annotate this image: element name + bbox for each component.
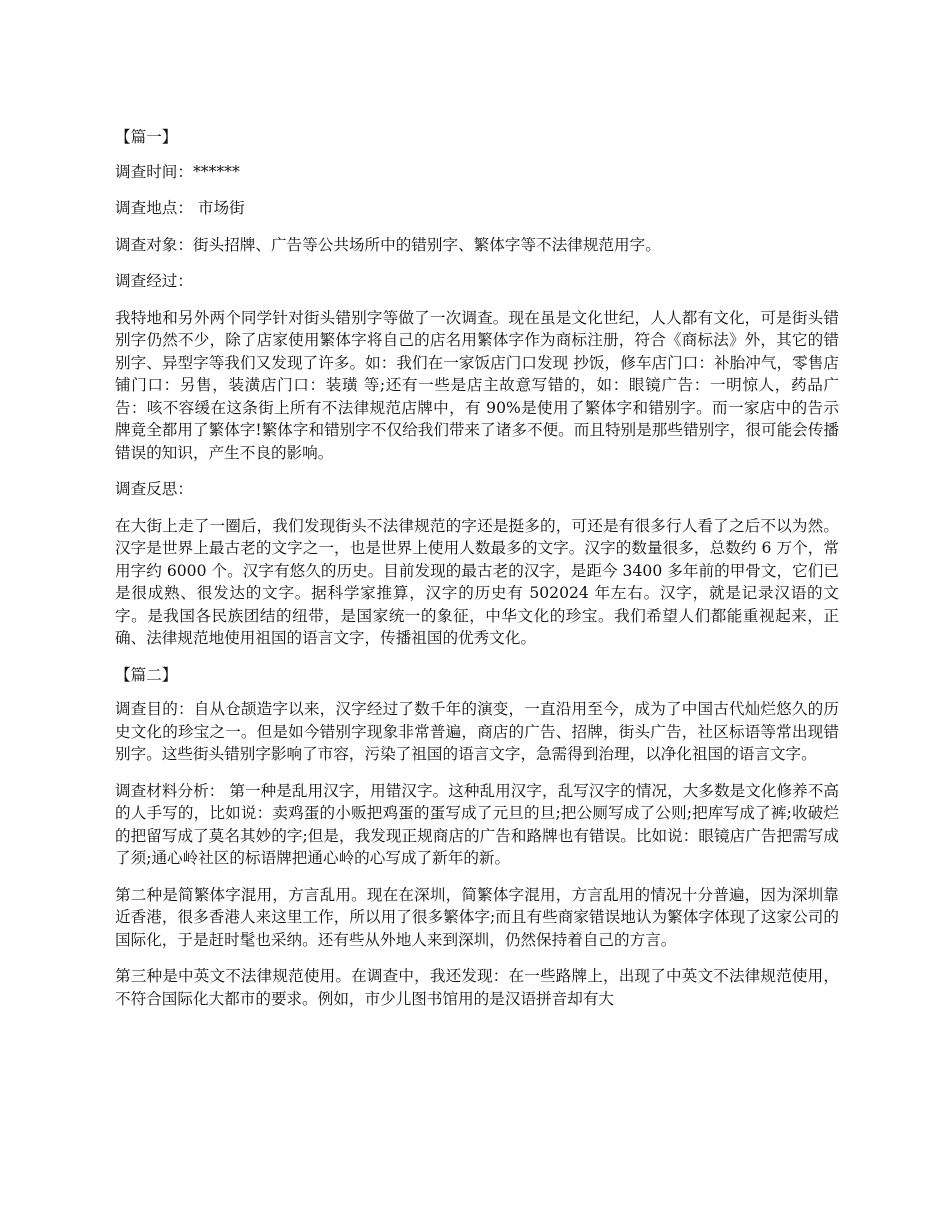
- material-analysis-3: 第三种是中英文不法律规范使用。在调查中，我还发现：在一些路牌上，出现了中英文不法律规范使用，不符合国际化大都市的要求。例如，市少儿图书馆用的是汉语拼音却有大: [115, 967, 839, 1008]
- survey-process-text: 我特地和另外两个同学针对街头错别字等做了一次调查。现在虽是文化世纪，人人都有文化，可是街头错别字仍然不少，除了店家使用繁体字将自己的店名用繁体字作为商标注册，符合《商标法》外，其它的错别字、异型字等我们又发现了许多。如：我们在一家饭店门口发现 抄饭，修车店门口：补胎冲气，零售店铺门口：另售，装潢店门口：装璜 等;还有一些是店主故意写错的，如：眼镜广告：一明惊人，药品广告：咳不容缓在这条街上所有不法律规范店牌中，有 90%是使用了繁体字和错别字。而一家店中的告示牌竟全都用了繁体字!繁体字和错别字不仅给我们带来了诸多不便。而且特别是那些错别字，很可能会传播错误的知识，产生不良的影响。: [115, 308, 839, 462]
- material-analysis-2: 第二种是简繁体字混用，方言乱用。现在在深圳，简繁体字混用，方言乱用的情况十分普遍，因为深圳靠近香港，很多香港人来这里工作，所以用了很多繁体字;而且有些商家错误地认为繁体字体现了这家公司的国际化，于是赶时髦也采纳。还有些从外地人来到深圳，仍然保持着自己的方言。: [115, 885, 839, 949]
- section-heading: 【篇二】: [115, 665, 178, 684]
- survey-process-label: 调查经过：: [115, 272, 193, 290]
- survey-time: 调查时间：******: [115, 162, 240, 181]
- survey-reflection-text: 在大街上走了一圈后，我们发现街头不法律规范的字还是挺多的，可还是有很多行人看了之后不以为然。汉字是世界上最古老的文字之一，也是世界上使用人数最多的文字。汉字的数量很多，总数约 6 万个，常用字约 6000 个。汉字有悠久的历史。目前发现的最古老的汉字，是距今 3400 多年前的甲骨文，它们已是很成熟、很发达的文字。据科学家推算，汉字的历史有 502024 年左右。汉字，就是记录汉语的文字。是我国各民族团结的纽带，是国家统一的象征，中华文化的珍宝。我们希望人们都能重视起来，正确、法律规范地使用祖国的语言文字，传播祖国的优秀文化。: [115, 516, 839, 647]
- section-2: [115, 664, 839, 1011]
- survey-target: 调查对象：街头招牌、广告等公共场所中的错别字、繁体字等不法律规范用字。: [115, 235, 661, 254]
- survey-reflection-label: 调查反思：: [115, 480, 193, 498]
- document-page: [115, 126, 839, 1024]
- section-1: [115, 126, 839, 650]
- material-analysis-1: 调查材料分析： 第一种是乱用汉字，用错汉字。这种乱用汉字，乱写汉字的情况，大多数是文化修养不高的人手写的，比如说：卖鸡蛋的小贩把鸡蛋的蛋写成了元旦的旦;把公厕写成了公则;把库写成了裤;收破烂的把留写成了莫名其妙的字;但是，我发现正规商店的广告和路牌也有错误。比如说：眼镜店广告把需写成了须;通心岭社区的标语牌把通心岭的心写成了新年的新。: [115, 781, 839, 867]
- survey-purpose: 调查目的：自从仓颉造字以来，汉字经过了数千年的演变，一直沿用至今，成为了中国古代灿烂悠久的历史文化的珍宝之一。但是如今错别字现象非常普遍，商店的广告、招牌，街头广告，社区标语等常出现错别字。这些街头错别字影响了市容，污染了祖国的语言文字，急需得到治理，以净化祖国的语言文字。: [115, 700, 839, 763]
- survey-location: 调查地点： 市场街: [115, 199, 245, 217]
- section-heading: 【篇一】: [115, 128, 178, 146]
